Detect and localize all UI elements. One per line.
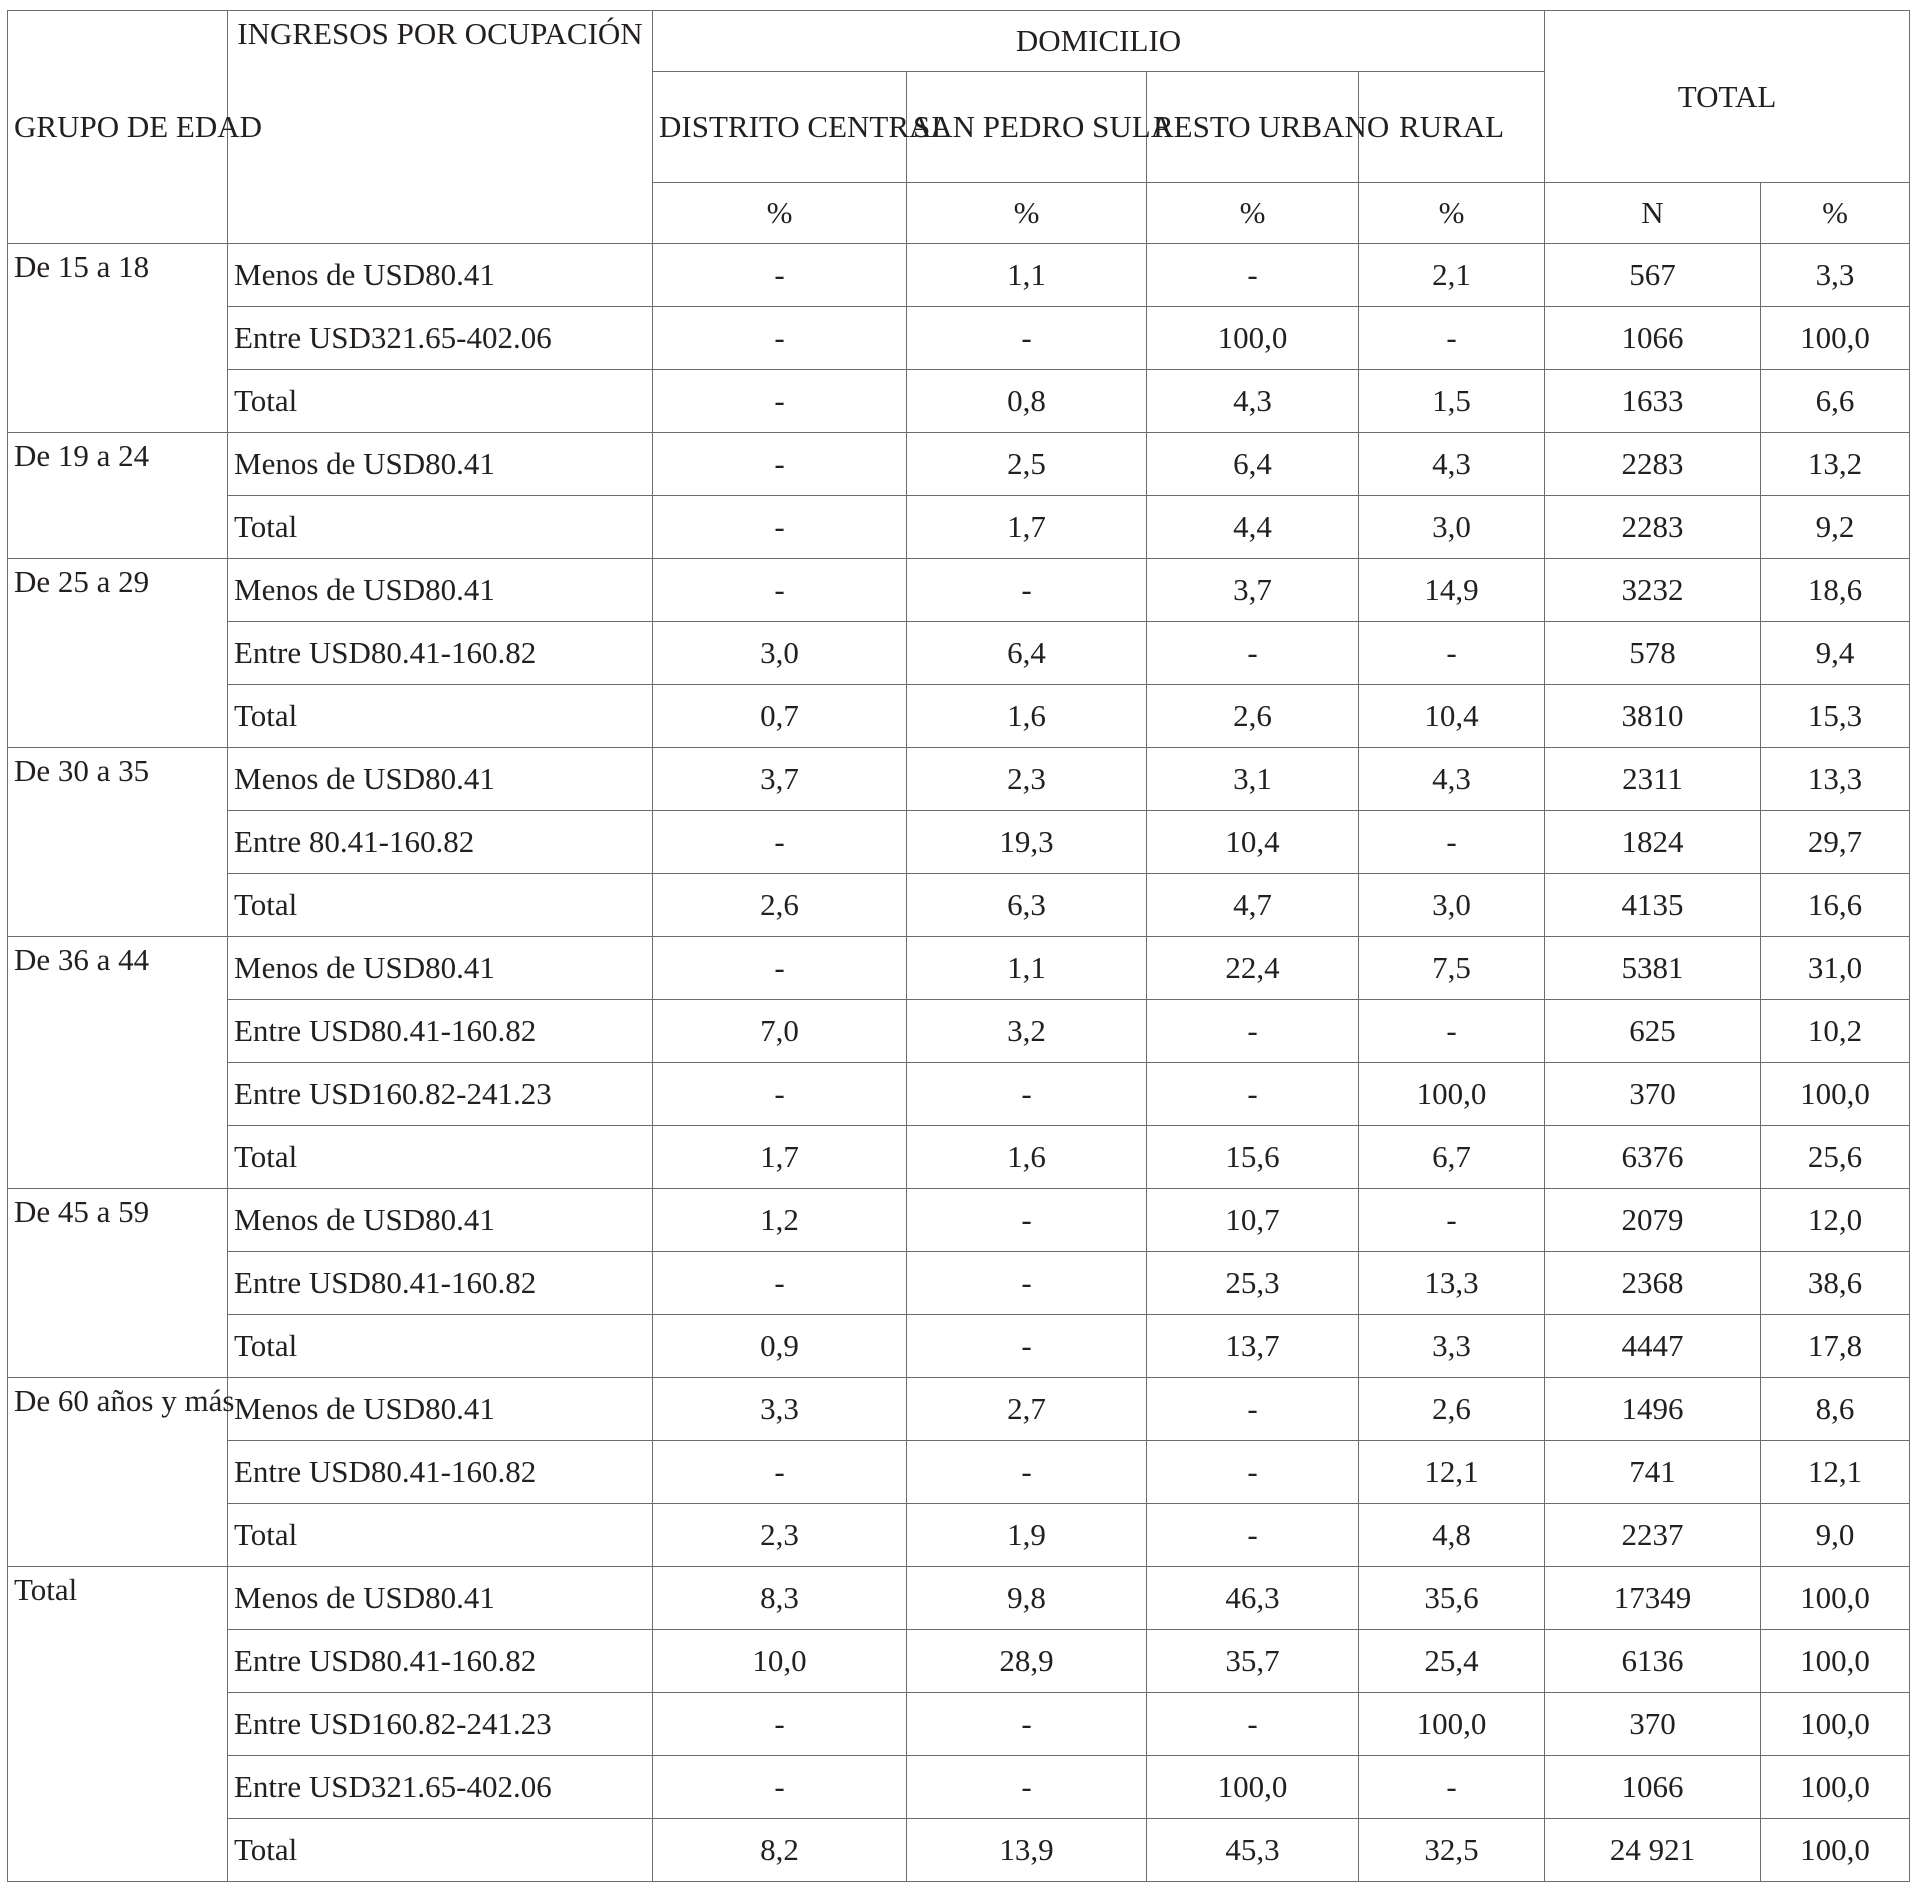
rural-cell: 2,6 xyxy=(1359,1378,1545,1441)
income-cell: Total xyxy=(228,1504,653,1567)
san-pedro-sula-cell: - xyxy=(907,1189,1147,1252)
total-n-cell: 2283 xyxy=(1545,433,1761,496)
total-percent-cell: 31,0 xyxy=(1761,937,1910,1000)
table-row xyxy=(8,370,1910,433)
table-row xyxy=(8,874,1910,937)
total-n-cell: 5381 xyxy=(1545,937,1761,1000)
total-percent-cell: 100,0 xyxy=(1761,1819,1910,1882)
rural-cell: 7,5 xyxy=(1359,937,1545,1000)
distrito-central-cell: 8,2 xyxy=(653,1819,907,1882)
distrito-central-cell: 7,0 xyxy=(653,1000,907,1063)
income-cell: Total xyxy=(228,370,653,433)
distrito-central-cell: - xyxy=(653,1756,907,1819)
total-percent-cell: 16,6 xyxy=(1761,874,1910,937)
age-group-cell: De 25 a 29 xyxy=(8,559,228,748)
table-row xyxy=(8,937,1910,1000)
rural-cell: 1,5 xyxy=(1359,370,1545,433)
total-percent-cell: 100,0 xyxy=(1761,1756,1910,1819)
san-pedro-sula-cell: 1,7 xyxy=(907,496,1147,559)
income-cell: Menos de USD80.41 xyxy=(228,433,653,496)
san-pedro-sula-cell: 13,9 xyxy=(907,1819,1147,1882)
san-pedro-sula-cell: 2,7 xyxy=(907,1378,1147,1441)
rural-cell: - xyxy=(1359,1000,1545,1063)
rural-cell: 6,7 xyxy=(1359,1126,1545,1189)
distrito-central-cell: - xyxy=(653,1441,907,1504)
resto-urbano-cell: 4,4 xyxy=(1147,496,1359,559)
income-cell: Menos de USD80.41 xyxy=(228,1189,653,1252)
table-row xyxy=(8,1693,1910,1756)
rural-cell: 12,1 xyxy=(1359,1441,1545,1504)
total-percent-cell: 25,6 xyxy=(1761,1126,1910,1189)
rural-cell: 35,6 xyxy=(1359,1567,1545,1630)
resto-urbano-cell: - xyxy=(1147,1378,1359,1441)
table-row xyxy=(8,685,1910,748)
distrito-central-cell: 3,7 xyxy=(653,748,907,811)
table-row xyxy=(8,433,1910,496)
total-percent-cell: 18,6 xyxy=(1761,559,1910,622)
total-n-cell: 2237 xyxy=(1545,1504,1761,1567)
table-row xyxy=(8,748,1910,811)
total-percent-cell: 12,0 xyxy=(1761,1189,1910,1252)
table-row xyxy=(8,1630,1910,1693)
rural-cell: - xyxy=(1359,811,1545,874)
resto-urbano-cell: - xyxy=(1147,1504,1359,1567)
resto-urbano-cell: 4,3 xyxy=(1147,370,1359,433)
total-n-cell: 6136 xyxy=(1545,1630,1761,1693)
resto-urbano-cell: 25,3 xyxy=(1147,1252,1359,1315)
table-row xyxy=(8,1315,1910,1378)
rural-cell: 4,8 xyxy=(1359,1504,1545,1567)
unit-percent: % xyxy=(1359,183,1545,244)
distrito-central-cell: - xyxy=(653,307,907,370)
total-percent-cell: 9,2 xyxy=(1761,496,1910,559)
income-cell: Total xyxy=(228,496,653,559)
total-n-cell: 4447 xyxy=(1545,1315,1761,1378)
total-percent-cell: 12,1 xyxy=(1761,1441,1910,1504)
total-percent-cell: 17,8 xyxy=(1761,1315,1910,1378)
income-cell: Menos de USD80.41 xyxy=(228,937,653,1000)
san-pedro-sula-cell: - xyxy=(907,559,1147,622)
total-n-cell: 567 xyxy=(1545,244,1761,307)
header-rural: RURAL xyxy=(1359,72,1545,183)
distrito-central-cell: 3,3 xyxy=(653,1378,907,1441)
total-n-cell: 625 xyxy=(1545,1000,1761,1063)
header-san-pedro-sula: SAN PEDRO SULA xyxy=(907,72,1147,183)
san-pedro-sula-cell: 0,8 xyxy=(907,370,1147,433)
resto-urbano-cell: - xyxy=(1147,244,1359,307)
total-percent-cell: 13,2 xyxy=(1761,433,1910,496)
income-cell: Menos de USD80.41 xyxy=(228,559,653,622)
resto-urbano-cell: 2,6 xyxy=(1147,685,1359,748)
age-group-cell: De 60 años y más xyxy=(8,1378,228,1567)
rural-cell: 3,0 xyxy=(1359,874,1545,937)
header-total: TOTAL xyxy=(1545,11,1910,183)
total-n-cell: 2311 xyxy=(1545,748,1761,811)
san-pedro-sula-cell: 9,8 xyxy=(907,1567,1147,1630)
rural-cell: 2,1 xyxy=(1359,244,1545,307)
income-by-age-table xyxy=(7,10,1910,1882)
san-pedro-sula-cell: 1,6 xyxy=(907,685,1147,748)
san-pedro-sula-cell: 2,5 xyxy=(907,433,1147,496)
resto-urbano-cell: 13,7 xyxy=(1147,1315,1359,1378)
total-n-cell: 1066 xyxy=(1545,1756,1761,1819)
age-group-cell: De 30 a 35 xyxy=(8,748,228,937)
income-cell: Entre USD80.41-160.82 xyxy=(228,1252,653,1315)
table-row xyxy=(8,496,1910,559)
table-row xyxy=(8,307,1910,370)
distrito-central-cell: 1,7 xyxy=(653,1126,907,1189)
resto-urbano-cell: 35,7 xyxy=(1147,1630,1359,1693)
age-group-cell: De 36 a 44 xyxy=(8,937,228,1189)
distrito-central-cell: 10,0 xyxy=(653,1630,907,1693)
distrito-central-cell: - xyxy=(653,370,907,433)
total-percent-cell: 10,2 xyxy=(1761,1000,1910,1063)
total-n-cell: 3810 xyxy=(1545,685,1761,748)
income-cell: Menos de USD80.41 xyxy=(228,244,653,307)
header-grupo-edad: GRUPO DE EDAD xyxy=(8,11,228,244)
total-n-cell: 4135 xyxy=(1545,874,1761,937)
distrito-central-cell: - xyxy=(653,244,907,307)
total-percent-cell: 13,3 xyxy=(1761,748,1910,811)
total-percent-cell: 100,0 xyxy=(1761,307,1910,370)
income-cell: Total xyxy=(228,685,653,748)
total-n-cell: 1066 xyxy=(1545,307,1761,370)
total-n-cell: 578 xyxy=(1545,622,1761,685)
san-pedro-sula-cell: 28,9 xyxy=(907,1630,1147,1693)
total-n-cell: 6376 xyxy=(1545,1126,1761,1189)
rural-cell: 10,4 xyxy=(1359,685,1545,748)
rural-cell: - xyxy=(1359,622,1545,685)
table-row xyxy=(8,559,1910,622)
total-n-cell: 1824 xyxy=(1545,811,1761,874)
resto-urbano-cell: - xyxy=(1147,1693,1359,1756)
income-cell: Total xyxy=(228,1819,653,1882)
rural-cell: 100,0 xyxy=(1359,1693,1545,1756)
distrito-central-cell: 0,9 xyxy=(653,1315,907,1378)
resto-urbano-cell: 10,7 xyxy=(1147,1189,1359,1252)
san-pedro-sula-cell: 1,1 xyxy=(907,937,1147,1000)
table-row xyxy=(8,1378,1910,1441)
resto-urbano-cell: 10,4 xyxy=(1147,811,1359,874)
rural-cell: 14,9 xyxy=(1359,559,1545,622)
unit-percent: % xyxy=(907,183,1147,244)
resto-urbano-cell: 45,3 xyxy=(1147,1819,1359,1882)
resto-urbano-cell: 100,0 xyxy=(1147,307,1359,370)
income-cell: Entre USD80.41-160.82 xyxy=(228,1630,653,1693)
san-pedro-sula-cell: - xyxy=(907,1252,1147,1315)
table-row xyxy=(8,1756,1910,1819)
total-percent-cell: 15,3 xyxy=(1761,685,1910,748)
san-pedro-sula-cell: - xyxy=(907,1693,1147,1756)
distrito-central-cell: - xyxy=(653,496,907,559)
table-row xyxy=(8,1000,1910,1063)
total-percent-cell: 6,6 xyxy=(1761,370,1910,433)
header-resto-urbano: RESTO URBANO xyxy=(1147,72,1359,183)
rural-cell: 4,3 xyxy=(1359,748,1545,811)
resto-urbano-cell: 6,4 xyxy=(1147,433,1359,496)
table-row xyxy=(8,811,1910,874)
income-cell: Total xyxy=(228,1126,653,1189)
distrito-central-cell: - xyxy=(653,1063,907,1126)
age-group-cell: De 15 a 18 xyxy=(8,244,228,433)
total-n-cell: 370 xyxy=(1545,1693,1761,1756)
distrito-central-cell: - xyxy=(653,937,907,1000)
income-cell: Entre USD321.65-402.06 xyxy=(228,1756,653,1819)
san-pedro-sula-cell: - xyxy=(907,1756,1147,1819)
income-cell: Entre USD80.41-160.82 xyxy=(228,1000,653,1063)
total-percent-cell: 9,4 xyxy=(1761,622,1910,685)
table-row xyxy=(8,1252,1910,1315)
table-row xyxy=(8,1126,1910,1189)
income-cell: Menos de USD80.41 xyxy=(228,1378,653,1441)
resto-urbano-cell: 3,1 xyxy=(1147,748,1359,811)
table-row xyxy=(8,1567,1910,1630)
resto-urbano-cell: - xyxy=(1147,1000,1359,1063)
table-row xyxy=(8,1441,1910,1504)
total-percent-cell: 38,6 xyxy=(1761,1252,1910,1315)
distrito-central-cell: - xyxy=(653,811,907,874)
total-n-cell: 17349 xyxy=(1545,1567,1761,1630)
san-pedro-sula-cell: 2,3 xyxy=(907,748,1147,811)
table-row xyxy=(8,622,1910,685)
total-n-cell: 2368 xyxy=(1545,1252,1761,1315)
distrito-central-cell: - xyxy=(653,559,907,622)
total-percent-cell: 9,0 xyxy=(1761,1504,1910,1567)
resto-urbano-cell: 15,6 xyxy=(1147,1126,1359,1189)
income-cell: Entre USD321.65-402.06 xyxy=(228,307,653,370)
total-n-cell: 3232 xyxy=(1545,559,1761,622)
rural-cell: 3,0 xyxy=(1359,496,1545,559)
distrito-central-cell: 1,2 xyxy=(653,1189,907,1252)
san-pedro-sula-cell: 1,1 xyxy=(907,244,1147,307)
table-row xyxy=(8,1504,1910,1567)
distrito-central-cell: 2,6 xyxy=(653,874,907,937)
unit-percent: % xyxy=(1147,183,1359,244)
header-ingresos: INGRESOS POR OCUPACIÓN xyxy=(228,11,653,244)
table-row xyxy=(8,1063,1910,1126)
resto-urbano-cell: - xyxy=(1147,622,1359,685)
income-cell: Total xyxy=(228,1315,653,1378)
total-n-cell: 2079 xyxy=(1545,1189,1761,1252)
distrito-central-cell: - xyxy=(653,1693,907,1756)
distrito-central-cell: - xyxy=(653,433,907,496)
rural-cell: 13,3 xyxy=(1359,1252,1545,1315)
total-n-cell: 1633 xyxy=(1545,370,1761,433)
rural-cell: - xyxy=(1359,307,1545,370)
san-pedro-sula-cell: 19,3 xyxy=(907,811,1147,874)
income-cell: Entre USD80.41-160.82 xyxy=(228,622,653,685)
rural-cell: 32,5 xyxy=(1359,1819,1545,1882)
resto-urbano-cell: 46,3 xyxy=(1147,1567,1359,1630)
rural-cell: 4,3 xyxy=(1359,433,1545,496)
income-cell: Entre USD160.82-241.23 xyxy=(228,1063,653,1126)
age-group-cell: De 19 a 24 xyxy=(8,433,228,559)
header-distrito-central: DISTRITO CENTRAL xyxy=(653,72,907,183)
unit-n: N xyxy=(1545,183,1761,244)
rural-cell: - xyxy=(1359,1189,1545,1252)
income-cell: Total xyxy=(228,874,653,937)
income-cell: Entre 80.41-160.82 xyxy=(228,811,653,874)
age-group-cell: Total xyxy=(8,1567,228,1882)
table-header xyxy=(8,11,1910,244)
total-n-cell: 2283 xyxy=(1545,496,1761,559)
resto-urbano-cell: 100,0 xyxy=(1147,1756,1359,1819)
san-pedro-sula-cell: 6,4 xyxy=(907,622,1147,685)
san-pedro-sula-cell: - xyxy=(907,307,1147,370)
total-percent-cell: 100,0 xyxy=(1761,1630,1910,1693)
rural-cell: - xyxy=(1359,1756,1545,1819)
distrito-central-cell: 8,3 xyxy=(653,1567,907,1630)
unit-percent: % xyxy=(653,183,907,244)
resto-urbano-cell: 22,4 xyxy=(1147,937,1359,1000)
income-cell: Menos de USD80.41 xyxy=(228,1567,653,1630)
table-body xyxy=(8,244,1910,1882)
resto-urbano-cell: 4,7 xyxy=(1147,874,1359,937)
total-percent-cell: 100,0 xyxy=(1761,1693,1910,1756)
total-percent-cell: 8,6 xyxy=(1761,1378,1910,1441)
san-pedro-sula-cell: - xyxy=(907,1315,1147,1378)
income-cell: Entre USD160.82-241.23 xyxy=(228,1693,653,1756)
resto-urbano-cell: 3,7 xyxy=(1147,559,1359,622)
san-pedro-sula-cell: - xyxy=(907,1441,1147,1504)
distrito-central-cell: 0,7 xyxy=(653,685,907,748)
rural-cell: 100,0 xyxy=(1359,1063,1545,1126)
table-row xyxy=(8,1189,1910,1252)
distrito-central-cell: - xyxy=(653,1252,907,1315)
total-n-cell: 370 xyxy=(1545,1063,1761,1126)
rural-cell: 25,4 xyxy=(1359,1630,1545,1693)
total-n-cell: 24 921 xyxy=(1545,1819,1761,1882)
age-group-cell: De 45 a 59 xyxy=(8,1189,228,1378)
table-row xyxy=(8,244,1910,307)
total-percent-cell: 29,7 xyxy=(1761,811,1910,874)
rural-cell: 3,3 xyxy=(1359,1315,1545,1378)
income-cell: Entre USD80.41-160.82 xyxy=(228,1441,653,1504)
san-pedro-sula-cell: - xyxy=(907,1063,1147,1126)
distrito-central-cell: 2,3 xyxy=(653,1504,907,1567)
total-percent-cell: 100,0 xyxy=(1761,1063,1910,1126)
san-pedro-sula-cell: 1,6 xyxy=(907,1126,1147,1189)
header-domicilio: DOMICILIO xyxy=(653,11,1545,72)
san-pedro-sula-cell: 1,9 xyxy=(907,1504,1147,1567)
san-pedro-sula-cell: 3,2 xyxy=(907,1000,1147,1063)
income-cell: Menos de USD80.41 xyxy=(228,748,653,811)
total-percent-cell: 100,0 xyxy=(1761,1567,1910,1630)
resto-urbano-cell: - xyxy=(1147,1441,1359,1504)
resto-urbano-cell: - xyxy=(1147,1063,1359,1126)
total-n-cell: 1496 xyxy=(1545,1378,1761,1441)
san-pedro-sula-cell: 6,3 xyxy=(907,874,1147,937)
distrito-central-cell: 3,0 xyxy=(653,622,907,685)
unit-percent: % xyxy=(1761,183,1910,244)
table-row xyxy=(8,1819,1910,1882)
total-n-cell: 741 xyxy=(1545,1441,1761,1504)
total-percent-cell: 3,3 xyxy=(1761,244,1910,307)
